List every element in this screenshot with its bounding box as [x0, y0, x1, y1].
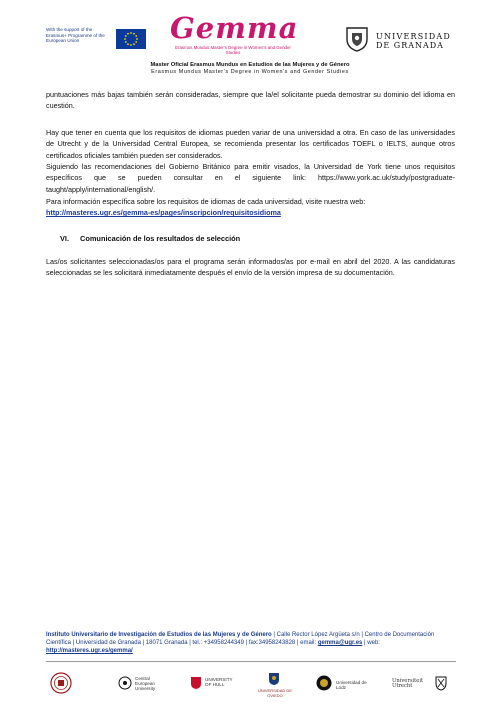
ugr-name-line1: UNIVERSIDAD — [376, 32, 451, 41]
utrecht-university-logo — [392, 672, 454, 694]
gemma-tagline: Erasmus Mundus Master's Degree in Women's and Gender Studies — [175, 45, 291, 55]
universidad-de-oviedo-logo — [250, 672, 300, 698]
university-of-hull-logo — [190, 672, 238, 694]
master-subtitle: Erasmus Mundus Master's Degree in Women's and Gender Studies — [151, 69, 349, 75]
gemma-logo — [170, 11, 299, 58]
ugr-name-line2: DE GRANADA — [376, 41, 444, 50]
lodz-label: Universidad de Lodz — [336, 680, 367, 690]
footer-divider — [46, 661, 456, 662]
eu-erasmus-logo — [46, 26, 150, 54]
ugr-crest-icon — [343, 25, 371, 53]
universidad-de-oviedo-icon — [267, 672, 281, 686]
central-european-university-icon — [118, 676, 132, 690]
footer-email-link[interactable]: gemma@ugr.es — [317, 640, 363, 646]
section-heading — [60, 234, 240, 243]
paragraph-york-requirements: Siguiendo las recomendaciones del Gobierno Británico para emitir visados, la Universidad de York tiene unos requisitos específicos que se pueden consultar en el siguiente link: https://www.york.ac.uk/study/postgraduate-taught/apply/international/english/. — [46, 162, 455, 194]
section-number: VI. — [60, 234, 70, 243]
eu-flag-icon — [116, 29, 146, 49]
more-info-text: Para información específica sobre los requisitos de idiomas de cada universidad, visite nuestra web: — [46, 197, 366, 206]
requirements-link[interactable]: http://masteres.ugr.es/gemma-es/pages/inscripcion/requisitosidioma — [46, 208, 281, 218]
gemma-wordmark: Gemma — [170, 11, 299, 45]
footer-web-label: | web: — [364, 640, 380, 646]
footer-contact — [46, 631, 458, 655]
utrecht-university-icon — [434, 675, 448, 691]
ugr-logo — [343, 25, 455, 55]
paragraph-language-requirements: Hay que tener en cuenta que los requisitos de idiomas pueden variar de una universidad a otra. En caso de las universidades de Utrecht y de la Universidad Central Europea, se recomienda presentar los certificados TOEFL o IELTS, aunque otros certificados oficiales también pueden ser considerados. — [46, 128, 455, 160]
paragraph-language-scores: puntuaciones más bajas también serán consideradas, siempre que la/el solicitante pueda demostrar su dominio del idioma en cuestión. — [46, 90, 455, 111]
oviedo-label: UNIVERSIDAD DE OVIEDO — [257, 688, 292, 698]
university-of-lodz-icon — [316, 675, 332, 691]
hull-label: UNIVERSITY OF HULL — [205, 677, 233, 687]
eu-support-text: With the support of the Erasmus+ Programme of the European Union — [46, 27, 105, 43]
paragraph-selection-results: Las/os solicitantes seleccionadas/os para el programa serán informados/as por e-mail en abril del 2020. A las candidaturas seleccionadas se les solicitará inmediatamente después el envío de la versión impresa de su documentación. — [46, 257, 455, 278]
section-title: Comunicación de los resultados de selección — [80, 234, 241, 243]
ceu-label: Central European University — [135, 676, 156, 691]
university-of-lodz-logo — [316, 672, 374, 694]
footer-address: | Calle Rector López Argüeta s/n | Centro de Documentación Científica | Universidad de Granada | 18071 Granada | tel.: +34958244349 | fax:34958243828 | email: — [46, 632, 435, 646]
footer-institute: Instituto Universitario de Investigación de Estudios de las Mujeres y de Género — [46, 632, 272, 638]
university-seal-icon — [50, 672, 74, 694]
central-european-university-logo — [118, 672, 170, 694]
master-title: Master Oficial Erasmus Mundus en Estudios de las Mujeres y de Género — [150, 62, 350, 68]
footer-web-link[interactable]: http://masteres.ugr.es/gemma/ — [46, 648, 133, 654]
utrecht-label: Universiteit Utrecht — [392, 678, 424, 689]
university-of-hull-icon — [190, 676, 202, 690]
paragraph-more-info — [46, 196, 455, 219]
